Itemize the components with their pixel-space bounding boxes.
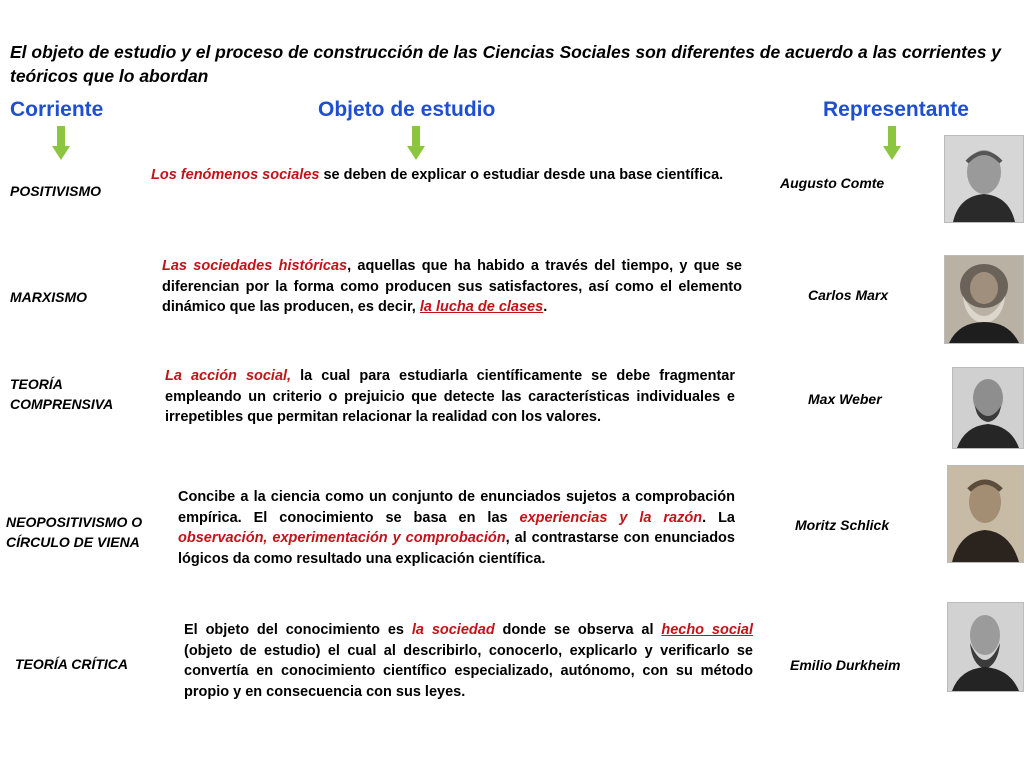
corriente-positivismo: POSITIVISMO: [10, 183, 102, 199]
corriente-teoria-comprensiva: TEORÍA COMPRENSIVA: [10, 376, 114, 412]
representante-marx: Carlos Marx: [808, 287, 889, 303]
slide-title: El objeto de estudio y el proceso de construcción de las Ciencias Sociales son diferentes de acuerdo a las corrientes y teóricos que lo abordan: [10, 42, 1002, 86]
arrow-down-icon: [407, 126, 425, 160]
portrait-comte: [944, 135, 1024, 223]
portrait-durkheim: [947, 602, 1024, 692]
objeto-neopositivismo: Concibe a la ciencia como un conjunto de enunciados sujetos a comprobación empírica. El conocimiento se basa en las experiencias y la razón. La observación, experimentación y comprobación, al contrastarse con enunciados lógicos da como resultado una explicación científica.: [178, 489, 735, 567]
arrow-down-icon: [52, 126, 70, 160]
corriente-neopositivismo: NEOPOSITIVISMO O CÍRCULO DE VIENA: [6, 514, 143, 550]
header-corriente: Corriente: [10, 98, 104, 121]
objeto-teoria-critica: El objeto del conocimiento es la sociedad donde se observa al hecho social (objeto de estudio) el cual al describirlo, conocerlo, explicarlo y verificarlo se convertía en conocimiento científico especializado, autónomo, con su método propio y en consecuencia con sus leyes.: [184, 622, 754, 700]
header-objeto-de-estudio: Objeto de estudio: [318, 98, 496, 121]
portrait-weber: [952, 367, 1024, 449]
header-representante: Representante: [823, 98, 969, 121]
objeto-positivismo: Los fenómenos sociales se deben de explicar o estudiar desde una base científica.: [151, 167, 724, 183]
representante-comte: Augusto Comte: [780, 175, 885, 191]
corriente-marxismo: MARXISMO: [10, 289, 87, 305]
corriente-teoria-critica: TEORÍA CRÍTICA: [15, 656, 129, 672]
representante-weber: Max Weber: [808, 391, 882, 407]
objeto-marxismo: Las sociedades históricas, aquellas que ha habido a través del tiempo, y que se diferencian por la forma como producen sus satisfactores, así como el elemento dinámico que las producen, es decir, la lucha de clases.: [162, 258, 742, 315]
representante-durkheim: Emilio Durkheim: [790, 657, 901, 673]
arrow-down-icon: [883, 126, 901, 160]
portrait-marx: [944, 255, 1024, 344]
objeto-teoria-comprensiva: La acción social, la cual para estudiarla científicamente se debe fragmentar empleando un criterio o prejuicio que detecte las características individuales e irrepetibles que permitan relacionar la realidad con los valores.: [165, 368, 735, 425]
representante-schlick: Moritz Schlick: [795, 517, 890, 533]
portrait-schlick: [947, 465, 1024, 563]
